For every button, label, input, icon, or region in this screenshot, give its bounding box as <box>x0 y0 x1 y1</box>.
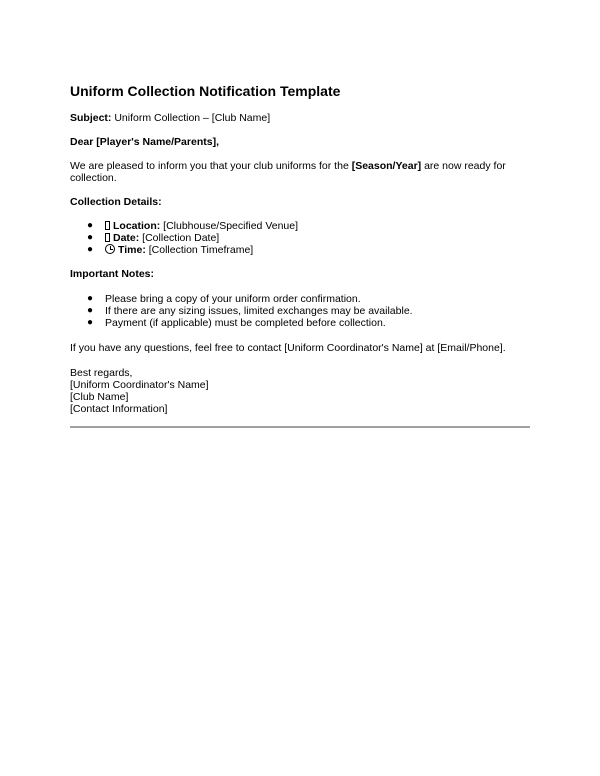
closing: Best regards, <box>70 367 133 379</box>
list-item <box>70 244 530 256</box>
clock-icon <box>105 244 115 254</box>
signature-club: [Club Name] <box>70 391 129 403</box>
note-text: Please bring a copy of your uniform order confirmation. <box>105 293 361 305</box>
contact-line: If you have any questions, feel free to contact [Uniform Coordinator's Name] at [Email/Phone]. <box>70 342 506 354</box>
location-label: Location: <box>113 220 161 232</box>
signature-contact: [Contact Information] <box>70 403 168 415</box>
bullet-icon: ● <box>87 232 94 243</box>
subject-line <box>70 112 270 124</box>
list-item <box>70 317 530 329</box>
list-item <box>70 305 530 317</box>
intro-text-after: are now ready for collection. <box>70 160 506 184</box>
intro-paragraph <box>70 160 530 184</box>
collection-heading: Collection Details: <box>70 196 162 208</box>
intro-text-before: We are pleased to inform you that your club uniforms for the <box>70 160 352 172</box>
list-item <box>70 293 530 305</box>
greeting: Dear [Player's Name/Parents], <box>70 136 219 148</box>
date-value: [Collection Date] <box>139 232 220 244</box>
note-text: If there are any sizing issues, limited exchanges may be available. <box>105 305 413 317</box>
location-value: [Clubhouse/Specified Venue] <box>160 220 299 232</box>
intro-season: [Season/Year] <box>351 160 422 172</box>
time-label: Time: <box>118 244 146 256</box>
bullet-icon: ● <box>87 244 94 255</box>
bullet-icon: ● <box>87 317 94 328</box>
document-title: Uniform Collection Notification Template <box>70 83 341 99</box>
subject-value: Uniform Collection – [Club Name] <box>111 112 271 124</box>
box-icon <box>105 233 110 242</box>
bullet-icon: ● <box>87 293 94 304</box>
list-item <box>70 220 530 232</box>
collection-details-list <box>70 220 530 256</box>
important-notes-list <box>70 293 530 329</box>
signature-name: [Uniform Coordinator's Name] <box>70 379 209 391</box>
list-item <box>70 232 530 244</box>
bullet-icon: ● <box>87 220 94 231</box>
note-text: Payment (if applicable) must be completed before collection. <box>105 317 386 329</box>
bullet-icon: ● <box>87 305 94 316</box>
time-value: [Collection Timeframe] <box>145 244 254 256</box>
date-label: Date: <box>113 232 140 244</box>
notes-heading: Important Notes: <box>70 268 154 280</box>
box-icon <box>105 221 110 230</box>
horizontal-divider <box>70 426 530 428</box>
subject-label: Subject: <box>70 112 112 124</box>
